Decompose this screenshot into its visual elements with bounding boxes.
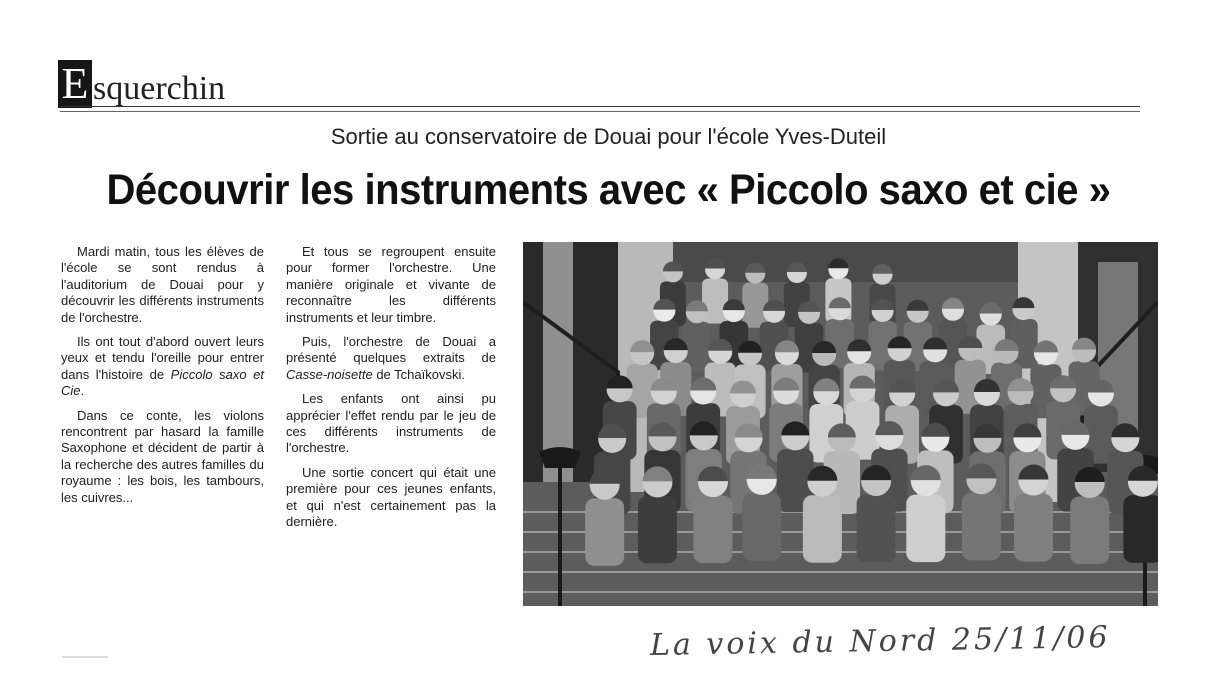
paragraph xyxy=(286,334,496,383)
paragraph-text: de Tchaïkovski. xyxy=(372,366,465,382)
paragraph xyxy=(61,334,264,400)
paragraph: Dans ce conte, les violons rencontrent par hasard la famille Saxophone et décident de partir à la recherche des autres familles du royaume : les bois, les tambours, les cuivres... xyxy=(61,407,264,505)
child-figure xyxy=(1123,495,1158,563)
child-figure xyxy=(742,493,781,561)
child-figure xyxy=(638,496,677,564)
group-photo xyxy=(523,242,1158,606)
rubric-initial: E xyxy=(58,60,92,108)
rubric-rule xyxy=(60,106,1140,107)
paragraph: Une sortie concert qui était une première pour ces jeunes enfants, et qui n'est certainement pas la dernière. xyxy=(286,464,496,530)
child-figure xyxy=(1014,494,1053,562)
rubric-town: squerchin xyxy=(93,70,226,107)
article-column-2 xyxy=(286,244,496,539)
paragraph: Les enfants ont ainsi pu apprécier l'effet rendu par le jeu de ces différents instruments de l'orchestre. xyxy=(286,391,496,456)
rubric-rule-thin xyxy=(60,111,1140,112)
child-figure xyxy=(585,498,624,566)
print-mark xyxy=(62,656,108,658)
paragraph-text: Ils ont tout d'abord ouvert leurs yeux et tendu l'oreille pour entrer dans l'histoire de xyxy=(61,334,264,382)
child-figure xyxy=(1070,496,1109,564)
story-title: Piccolo saxo et Cie xyxy=(61,366,265,399)
section-rubric xyxy=(58,58,225,108)
child-figure xyxy=(857,495,896,563)
article-headline: Découvrir les instruments avec « Piccolo saxo et cie » xyxy=(106,166,1111,214)
group-photo-image xyxy=(523,242,1158,606)
child-figure xyxy=(962,493,1001,561)
child-figure xyxy=(742,283,768,328)
paragraph: Et tous se regroupent ensuite pour former l'orchestre. Une manière originale et vivante de reconnaître les différents instruments et leur timbre. xyxy=(286,244,496,325)
handwritten-source-note: La voix du Nord 25/11/06 xyxy=(649,619,1111,664)
child-figure xyxy=(693,496,732,564)
paragraph: Mardi matin, tous les élèves de l'école se sont rendus à l'auditorium de Douai pour y découvrir les différents instruments de l'orchestre. xyxy=(61,244,264,325)
paragraph-text: Puis, l'orchestre de Douai a présenté quelques extraits de xyxy=(286,334,496,366)
work-title: Casse-noisette xyxy=(286,366,373,382)
child-figure xyxy=(906,495,945,563)
child-figure xyxy=(803,495,842,563)
paragraph-text: . xyxy=(80,383,85,399)
article-kicker: Sortie au conservatoire de Douai pour l'école Yves-Duteil xyxy=(330,124,887,149)
article-column-1 xyxy=(61,244,264,514)
